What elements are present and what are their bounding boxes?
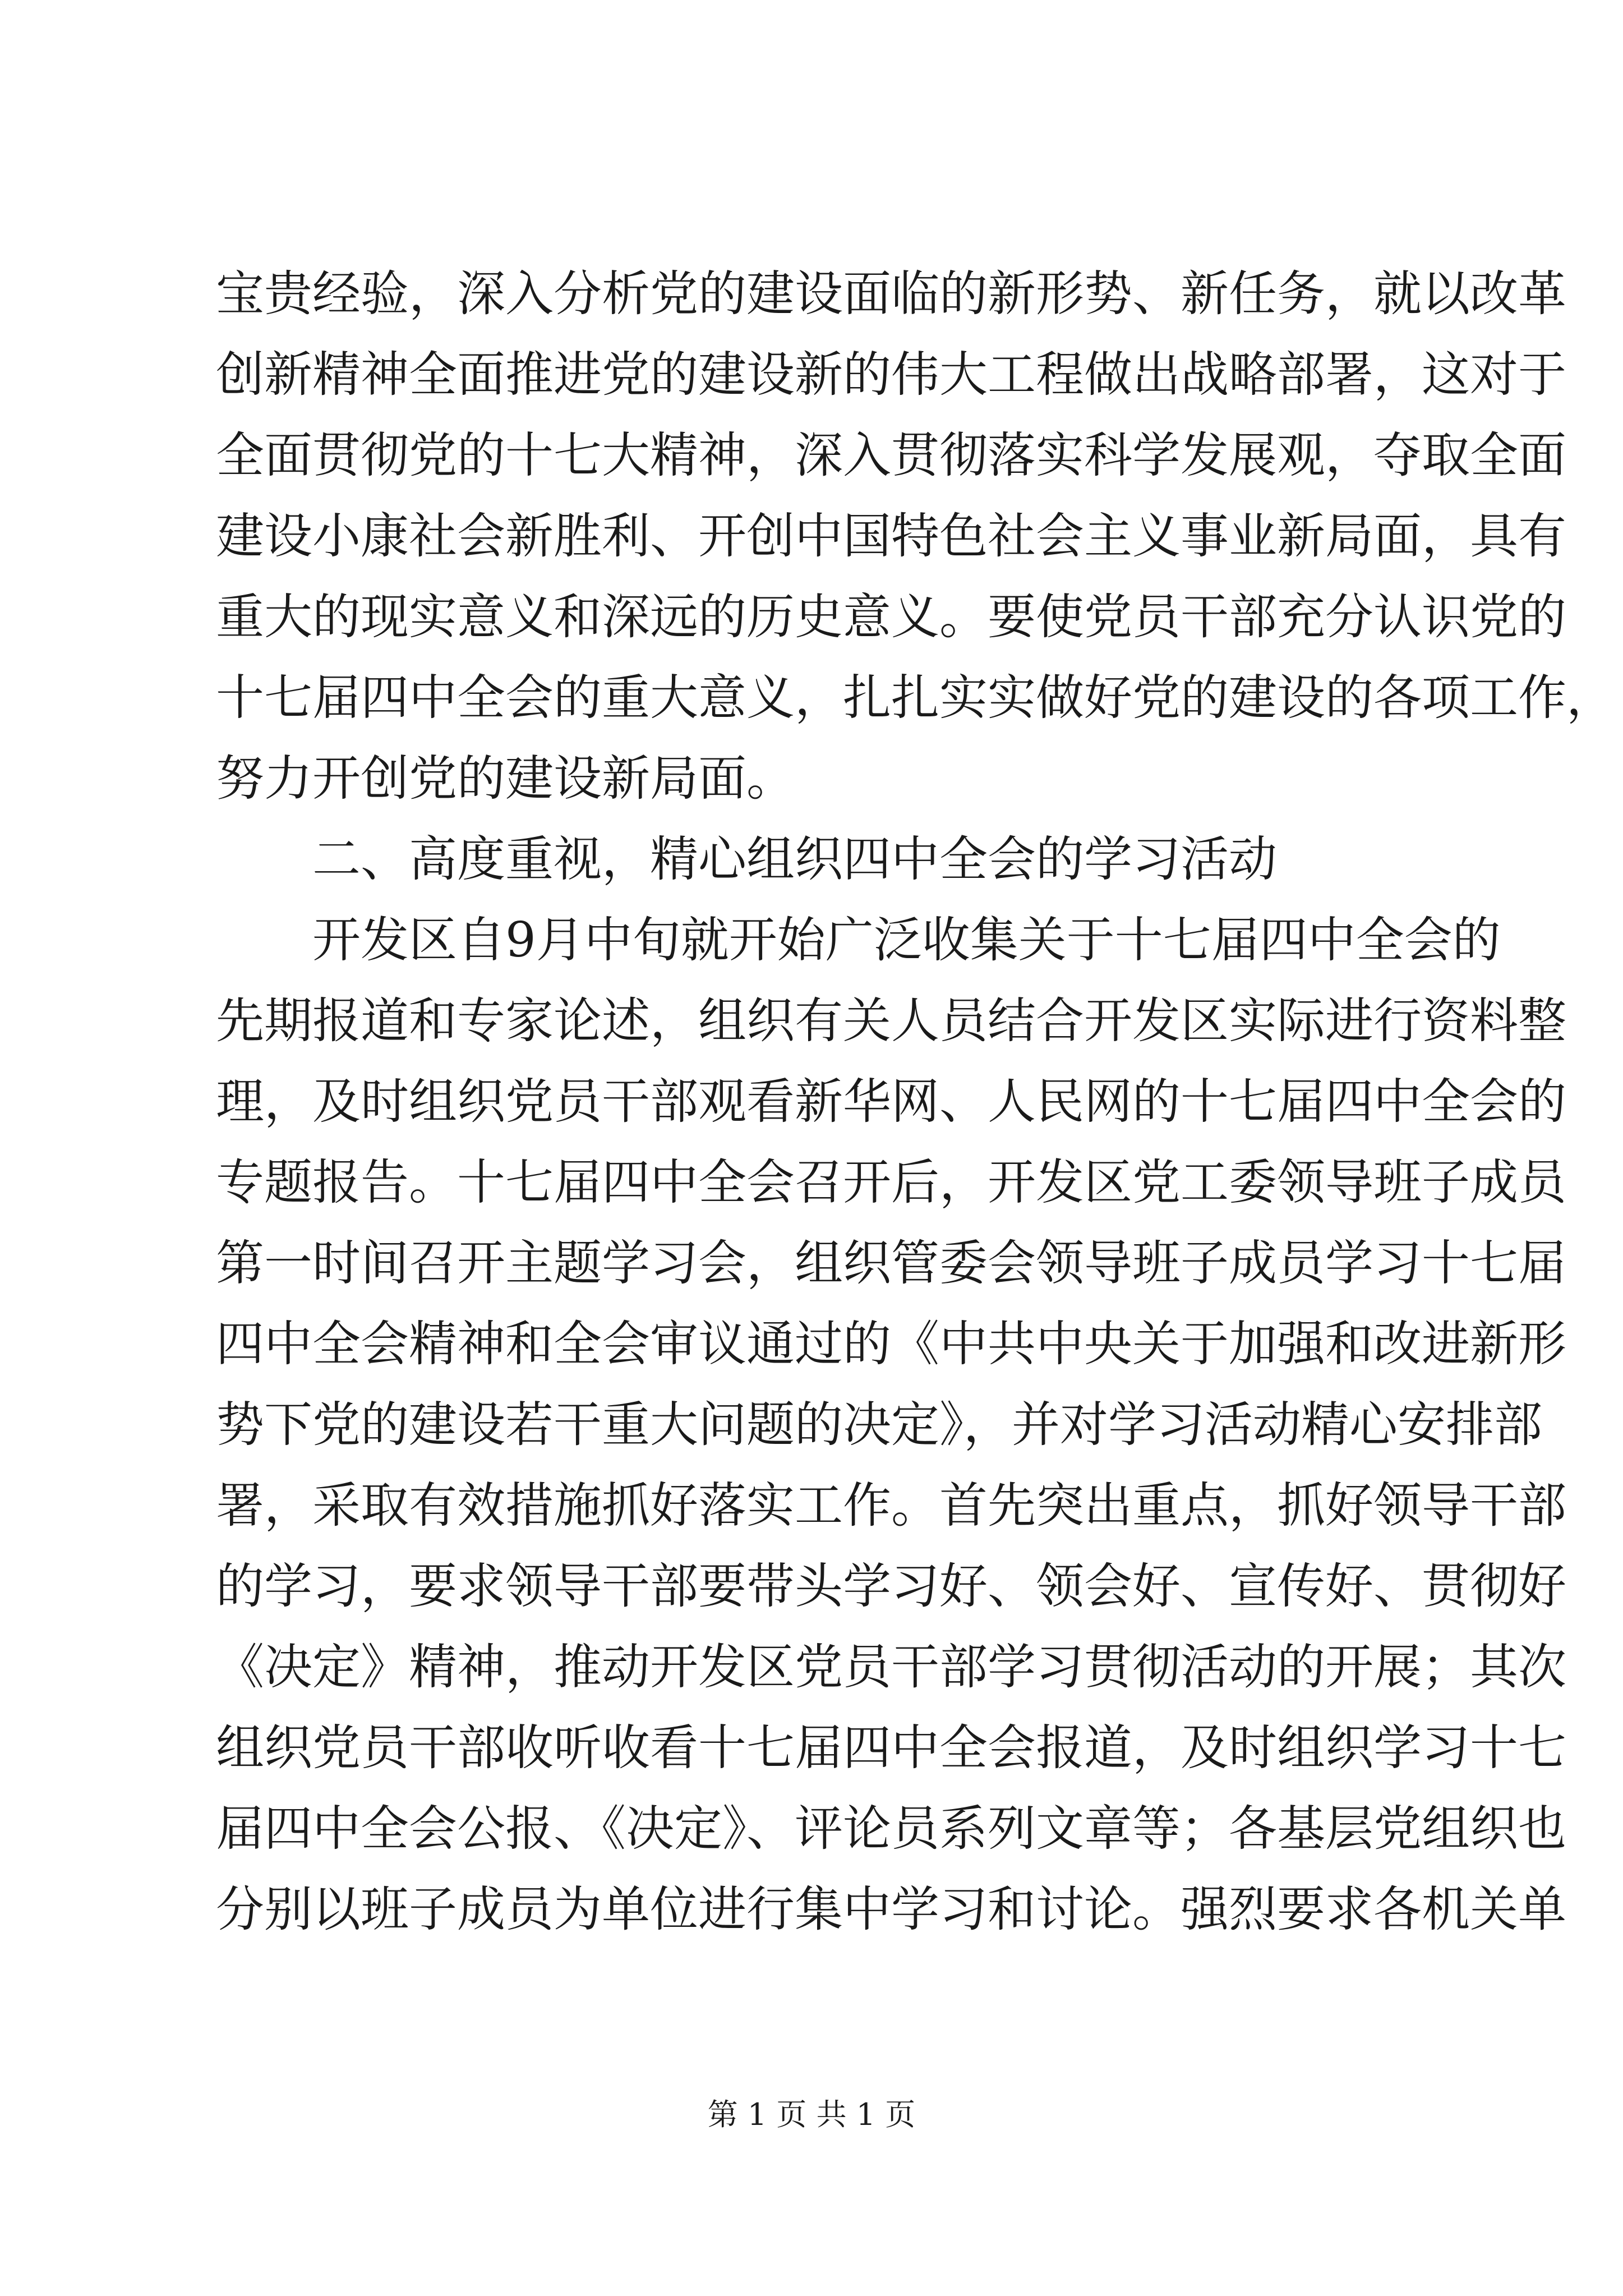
text-line: 第一时间召开主题学习会，组织管委会领导班子成员学习十七届 — [216, 1235, 1566, 1291]
text-line: 建设小康社会新胜利、开创中国特色社会主义事业新局面，具有 — [216, 508, 1566, 564]
text-line: 十七届四中全会的重大意义，扎扎实实做好党的建设的各项工作， — [216, 670, 1615, 726]
text-line: 专题报告。十七届四中全会召开后，开发区党工委领导班子成员 — [216, 1154, 1566, 1211]
text-line: 努力开创党的建设新局面。 — [216, 751, 795, 807]
text-line: 重大的现实意义和深远的历史意义。要使党员干部充分认识党的 — [216, 589, 1566, 645]
text-line: 先期报道和专家论述，组织有关人员结合开发区实际进行资料整 — [216, 993, 1566, 1049]
text-line: 的学习，要求领导干部要带头学习好、领会好、宣传好、贯彻好 — [216, 1558, 1566, 1614]
page-number-footer: 第 1 页 共 1 页 — [707, 2097, 916, 2132]
text-line: 理，及时组织党员干部观看新华网、人民网的十七届四中全会的 — [216, 1074, 1566, 1130]
text-line: 开发区自9月中旬就开始广泛收集关于十七届四中全会的 — [312, 912, 1501, 968]
text-line: 《决定》精神，推动开发区党员干部学习贯彻活动的开展；其次 — [216, 1639, 1566, 1695]
text-line: 势下党的建设若干重大问题的决定》，并对学习活动精心安排部 — [216, 1397, 1542, 1453]
section-heading: 二、高度重视，精心组织四中全会的学习活动 — [312, 831, 1277, 887]
text-line: 分别以班子成员为单位进行集中学习和讨论。强烈要求各机关单 — [216, 1881, 1566, 1938]
text-line: 创新精神全面推进党的建设新的伟大工程做出战略部署，这对于 — [216, 347, 1566, 403]
body-text — [216, 254, 1615, 1950]
text-line: 组织党员干部收听收看十七届四中全会报道，及时组织学习十七 — [216, 1720, 1566, 1776]
text-line: 全面贯彻党的十七大精神，深入贯彻落实科学发展观，夺取全面 — [216, 427, 1566, 484]
text-line: 四中全会精神和全会审议通过的《中共中央关于加强和改进新形 — [216, 1316, 1566, 1372]
text-line: 署，采取有效措施抓好落实工作。首先突出重点，抓好领导干部 — [216, 1478, 1566, 1534]
text-line: 届四中全会公报、《决定》、评论员系列文章等；各基层党组织也 — [216, 1801, 1566, 1857]
text-line: 宝贵经验，深入分析党的建设面临的新形势、新任务，就以改革 — [216, 266, 1566, 322]
